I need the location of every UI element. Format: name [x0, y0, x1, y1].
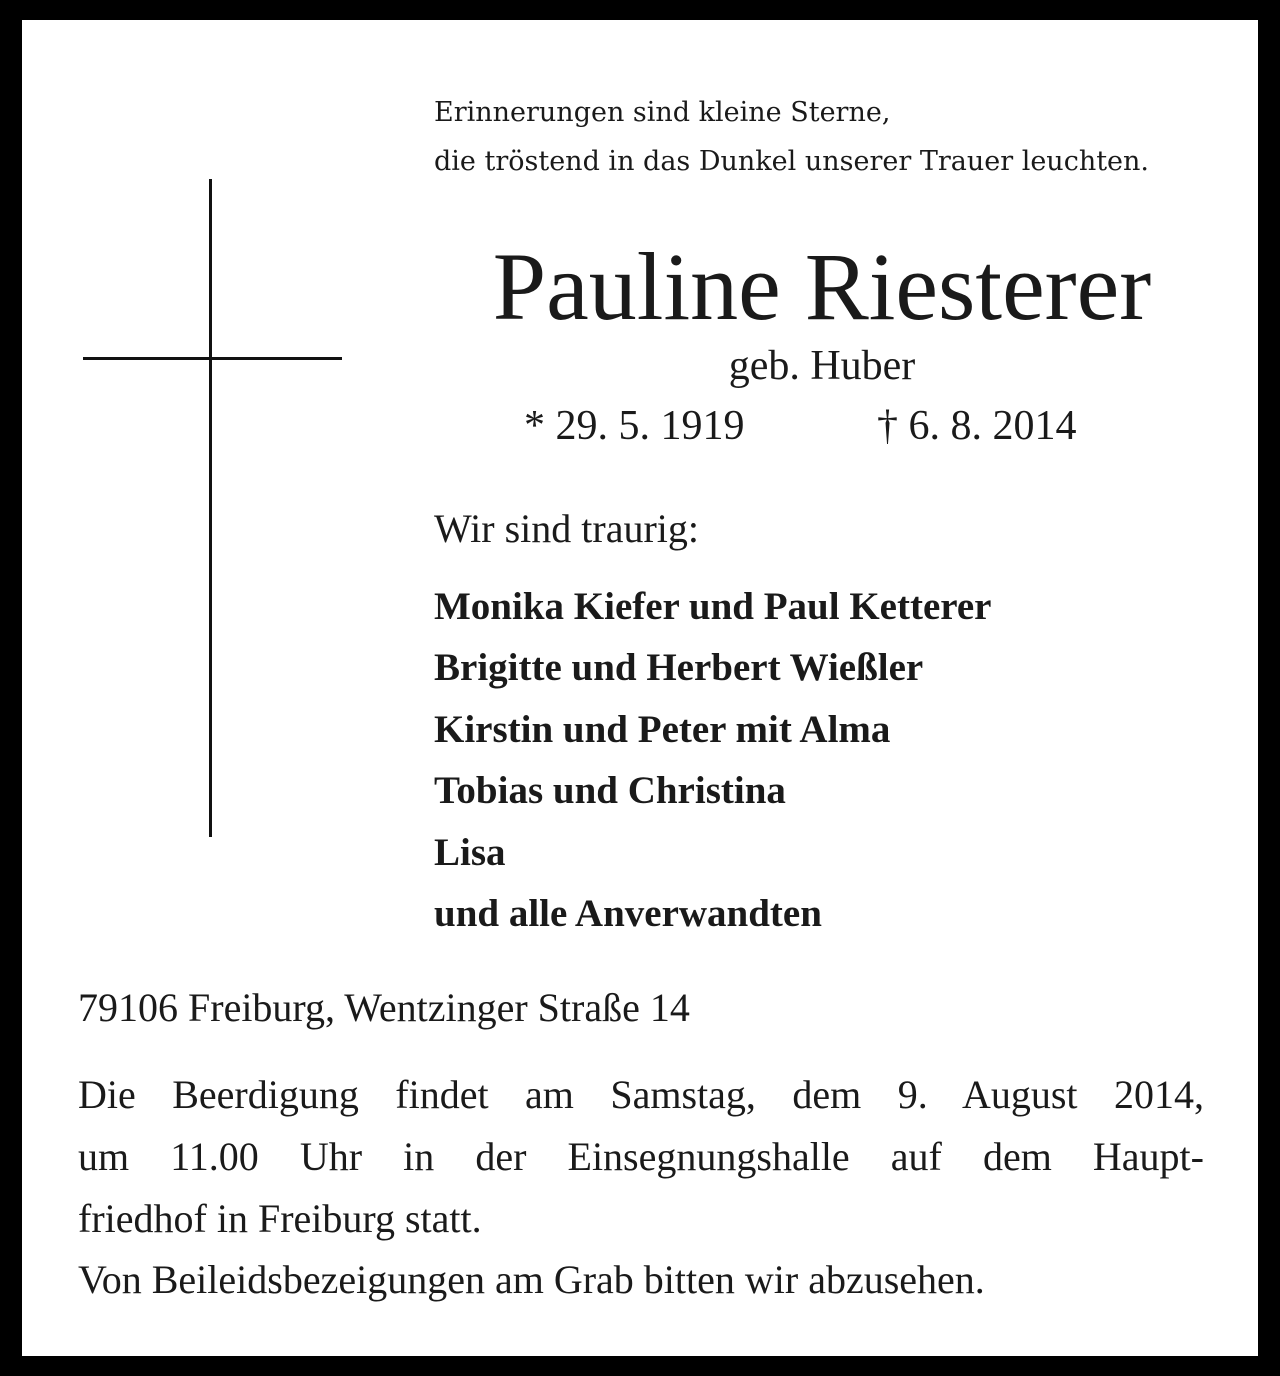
- obituary-card: [22, 20, 1258, 1356]
- birth-date: * 29. 5. 1919: [524, 403, 745, 449]
- mourner-line: Kirstin und Peter mit Alma: [434, 707, 891, 751]
- deceased-name: Pauline Riesterer: [492, 233, 1152, 340]
- mourner-line: Lisa: [434, 830, 506, 874]
- mourner-line: Monika Kiefer und Paul Ketterer: [434, 585, 992, 628]
- mourners-intro: Wir sind traurig:: [434, 506, 699, 551]
- mourner-line: und alle Anverwandten: [434, 892, 822, 936]
- birth-name: geb. Huber: [728, 343, 916, 389]
- death-date: † 6. 8. 2014: [877, 403, 1077, 449]
- quote-line: Erinnerungen sind kleine Sterne,: [434, 97, 891, 128]
- memorial-quote: [434, 88, 1234, 186]
- funeral-line: um 11.00 Uhr in der Einsegnungshalle auf dem Haupt-: [78, 1134, 1204, 1179]
- cross-icon-horizontal: [83, 357, 342, 360]
- funeral-notice: [78, 1064, 1204, 1250]
- family-address: 79106 Freiburg, Wentzinger Straße 14: [78, 985, 690, 1030]
- funeral-line: friedhof in Freiburg statt.: [78, 1196, 482, 1241]
- mourner-line: Brigitte und Herbert Wießler: [434, 646, 924, 690]
- condolence-request: Von Beileidsbezeigungen am Grab bitten wir abzusehen.: [78, 1257, 985, 1302]
- mourners-list: [434, 576, 991, 944]
- mourner-line: Tobias und Christina: [434, 769, 786, 813]
- funeral-line: Die Beerdigung findet am Samstag, dem 9. August 2014,: [78, 1072, 1204, 1117]
- quote-line: die tröstend in das Dunkel unserer Trauer leuchten.: [434, 146, 1150, 177]
- cross-icon-vertical: [209, 179, 212, 837]
